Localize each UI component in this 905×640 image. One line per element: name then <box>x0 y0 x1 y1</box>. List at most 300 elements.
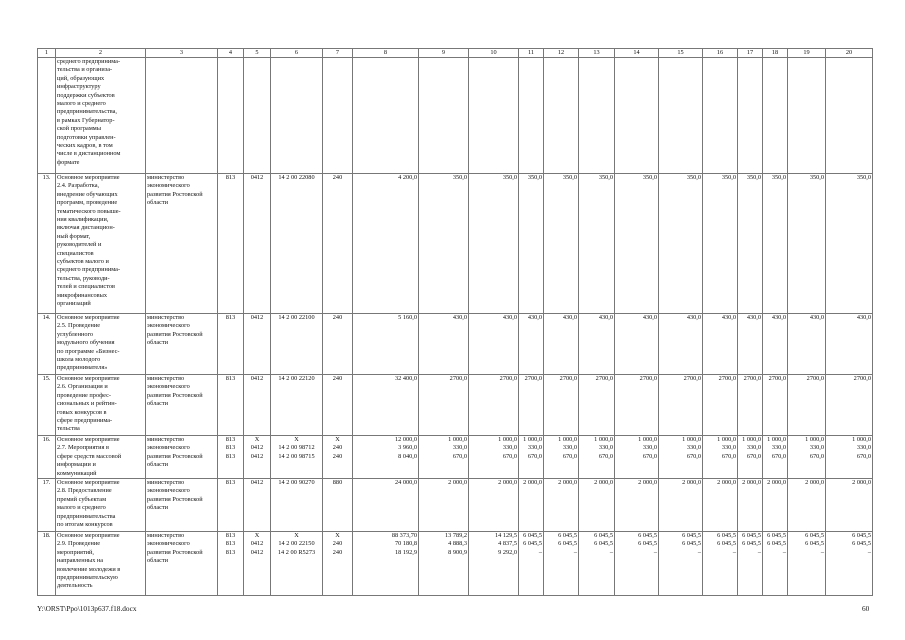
value-line: 0412 <box>250 452 264 460</box>
header-cell: 6 <box>271 49 323 58</box>
value-line: X <box>254 532 260 540</box>
value-cell <box>763 436 788 479</box>
value-cell <box>519 174 544 314</box>
value-line: 13 789,2 <box>444 532 467 540</box>
value-cell <box>659 436 703 479</box>
value-cell <box>579 479 615 532</box>
value-line: 0412 <box>250 174 264 181</box>
value-line: 2700,0 <box>499 375 517 382</box>
value-cell <box>218 174 244 314</box>
executor <box>146 58 218 174</box>
value-cell <box>788 479 826 532</box>
value-line: 670,0 <box>856 452 871 460</box>
row-number: 16. <box>38 436 56 479</box>
value-cell <box>763 58 788 174</box>
value-line: 350,0 <box>856 174 871 181</box>
header-row <box>38 49 873 58</box>
row-number: 17. <box>38 479 56 532</box>
value-cell <box>353 375 419 436</box>
value-cell <box>419 532 469 596</box>
value-line: 5 160,0 <box>398 314 417 321</box>
header-cell: 7 <box>323 49 353 58</box>
value-cell <box>579 532 615 596</box>
value-line: 350,0 <box>527 174 542 181</box>
value-line: 2700,0 <box>595 375 613 382</box>
value-line: 350,0 <box>809 174 824 181</box>
value-cell <box>323 174 353 314</box>
value-line: 6 045,5 <box>717 532 736 540</box>
value-cell <box>519 436 544 479</box>
value-line: 330,0 <box>686 444 701 452</box>
value-line: 2 000,0 <box>682 479 701 487</box>
value-cell <box>738 314 763 375</box>
value-line: 330,0 <box>809 444 824 452</box>
value-cell <box>738 436 763 479</box>
header-cell: 18 <box>763 49 788 58</box>
value-cell <box>519 532 544 596</box>
value-line: 430,0 <box>642 314 657 321</box>
executor: министерство экономического развития Ростовской области <box>146 375 218 436</box>
value-line: 813 <box>225 548 236 556</box>
value-line: 1 000,0 <box>448 436 467 443</box>
value-cell <box>419 314 469 375</box>
value-line: 2700,0 <box>559 375 577 382</box>
value-line: 6 045,5 <box>852 532 871 540</box>
value-cell <box>544 314 579 375</box>
value-cell <box>519 375 544 436</box>
value-cell <box>738 479 763 532</box>
value-line: 6 045,5 <box>682 540 701 548</box>
value-line: 14 2 00 22080 <box>278 174 315 181</box>
value-line: 70 180,8 <box>394 540 417 548</box>
value-cell <box>469 479 519 532</box>
value-line: – <box>867 548 871 556</box>
value-line: 2700,0 <box>683 375 701 382</box>
value-cell <box>544 532 579 596</box>
value-cell <box>826 174 873 314</box>
value-line: 2700,0 <box>743 375 761 382</box>
value-cell <box>788 58 826 174</box>
value-cell <box>763 314 788 375</box>
value-line: 430,0 <box>527 314 542 321</box>
value-cell <box>544 375 579 436</box>
value-line: 350,0 <box>642 174 657 181</box>
value-line: 2 000,0 <box>498 479 517 487</box>
value-line: 6 045,5 <box>523 532 542 540</box>
value-line: 670,0 <box>686 452 701 460</box>
value-line: – <box>732 548 736 556</box>
value-line: 240 <box>332 452 343 460</box>
value-cell <box>244 436 271 479</box>
value-cell <box>323 314 353 375</box>
value-cell <box>615 479 659 532</box>
value-cell <box>353 174 419 314</box>
header-cell: 12 <box>544 49 579 58</box>
value-line: 330,0 <box>562 444 577 452</box>
value-line: 14 2 00 98715 <box>278 452 315 460</box>
value-line: 330,0 <box>746 444 761 452</box>
value-line: 4 200,0 <box>398 174 417 181</box>
value-cell <box>826 314 873 375</box>
value-cell <box>763 479 788 532</box>
value-line: 6 045,5 <box>742 540 761 548</box>
value-cell <box>323 58 353 174</box>
table-row <box>38 174 873 314</box>
value-line: 24 000,0 <box>394 479 417 487</box>
value-line: 240 <box>332 174 343 181</box>
value-line: 350,0 <box>598 174 613 181</box>
value-line: 1 000,0 <box>717 436 736 443</box>
event-name: Основное мероприятие 2.6. Организация и проведение профес- сиональных и рейтин- говых конкурсов в сфере предпринима- тельства <box>56 375 146 436</box>
value-cell <box>579 58 615 174</box>
value-line: 670,0 <box>721 452 736 460</box>
table-row <box>38 479 873 532</box>
value-cell <box>826 479 873 532</box>
value-cell <box>826 436 873 479</box>
value-line: 6 045,5 <box>523 540 542 548</box>
value-line: 2 000,0 <box>523 479 542 487</box>
value-line: – <box>653 548 657 556</box>
value-line: 670,0 <box>746 452 761 460</box>
value-line: – <box>757 548 761 556</box>
value-line: 1 000,0 <box>638 436 657 443</box>
header-cell: 10 <box>469 49 519 58</box>
header-cell: 8 <box>353 49 419 58</box>
value-line: 2 000,0 <box>742 479 761 487</box>
value-line: 18 192,9 <box>394 548 417 556</box>
value-line: 6 045,5 <box>594 532 613 540</box>
value-line: 330,0 <box>502 444 517 452</box>
header-cell: 17 <box>738 49 763 58</box>
value-cell <box>244 174 271 314</box>
table-row <box>38 58 873 174</box>
value-cell <box>218 436 244 479</box>
executor: министерство экономического развития Ростовской области <box>146 314 218 375</box>
value-line: 14 2 00 R5273 <box>277 548 316 556</box>
value-line: 330,0 <box>771 444 786 452</box>
value-line: 88 373,70 <box>391 532 417 540</box>
value-line: 8 040,0 <box>398 452 417 460</box>
value-cell <box>323 479 353 532</box>
value-line: 2 000,0 <box>594 479 613 487</box>
value-line: 670,0 <box>502 452 517 460</box>
value-line: 813 <box>225 444 236 452</box>
value-line: 350,0 <box>746 174 761 181</box>
value-cell <box>244 479 271 532</box>
value-line: 4 888,3 <box>448 540 467 548</box>
value-line: 6 045,5 <box>767 532 786 540</box>
value-cell <box>738 532 763 596</box>
value-cell <box>615 174 659 314</box>
value-cell <box>738 58 763 174</box>
event-name: Основное мероприятие 2.5. Проведение углубленного модульного обучения по программе «Бизнес- школа молодого предпринимателя» <box>56 314 146 375</box>
table-row <box>38 375 873 436</box>
value-cell <box>469 532 519 596</box>
value-line: 350,0 <box>771 174 786 181</box>
value-line: 3 960,0 <box>398 444 417 452</box>
value-line: 2 000,0 <box>852 479 871 487</box>
header-cell: 20 <box>826 49 873 58</box>
value-line: 2 000,0 <box>805 479 824 487</box>
header-cell: 14 <box>615 49 659 58</box>
value-line: 350,0 <box>452 174 467 181</box>
value-cell <box>271 314 323 375</box>
value-cell <box>519 314 544 375</box>
value-cell <box>469 314 519 375</box>
value-line: 6 045,5 <box>558 540 577 548</box>
value-cell <box>763 532 788 596</box>
value-cell <box>579 314 615 375</box>
value-line: 430,0 <box>856 314 871 321</box>
value-cell <box>826 375 873 436</box>
value-line: 14 2 00 98712 <box>278 444 315 452</box>
executor: министерство экономического развития Ростовской области <box>146 532 218 596</box>
row-number: 18. <box>38 532 56 596</box>
value-line: 330,0 <box>527 444 542 452</box>
value-line: 2700,0 <box>639 375 657 382</box>
value-cell <box>826 58 873 174</box>
value-line: 430,0 <box>502 314 517 321</box>
value-cell <box>659 174 703 314</box>
value-line: 330,0 <box>642 444 657 452</box>
value-cell <box>659 58 703 174</box>
value-cell <box>519 58 544 174</box>
value-line: 670,0 <box>771 452 786 460</box>
value-cell <box>544 174 579 314</box>
row-number <box>38 58 56 174</box>
value-line: 350,0 <box>502 174 517 181</box>
value-line: X <box>294 436 299 443</box>
value-cell <box>738 375 763 436</box>
value-cell <box>763 375 788 436</box>
table-row <box>38 532 873 596</box>
value-line: 430,0 <box>452 314 467 321</box>
value-line: 430,0 <box>686 314 701 321</box>
value-cell <box>323 532 353 596</box>
value-line: 6 045,5 <box>594 540 613 548</box>
value-cell <box>703 375 738 436</box>
value-line: 2700,0 <box>718 375 736 382</box>
value-cell <box>353 479 419 532</box>
value-cell <box>763 174 788 314</box>
value-line: 6 045,5 <box>805 540 824 548</box>
event-name: Основное мероприятие 2.4. Разработка, внедрение обучающих программ, проведение тематического повыше- ния квалификации, включая дистанцион- ный формат, руководителей и специалистов субъектов малого и среднего предпринима- тельства, руководи- телей и специалистов микрофинансовых организаций <box>56 174 146 314</box>
value-line: 14 129,5 <box>494 532 517 540</box>
value-line: X <box>294 532 299 540</box>
value-cell <box>218 314 244 375</box>
header-cell: 15 <box>659 49 703 58</box>
executor: министерство экономического развития Ростовской области <box>146 174 218 314</box>
value-line: 813 <box>225 174 236 181</box>
value-cell <box>469 174 519 314</box>
value-cell <box>323 436 353 479</box>
value-cell <box>659 375 703 436</box>
header-cell: 4 <box>218 49 244 58</box>
value-line: 6 045,5 <box>742 532 761 540</box>
value-cell <box>579 436 615 479</box>
value-line: 2 000,0 <box>638 479 657 487</box>
value-cell <box>271 375 323 436</box>
value-cell <box>703 479 738 532</box>
value-line: 670,0 <box>562 452 577 460</box>
value-line: 330,0 <box>856 444 871 452</box>
value-line: 6 045,5 <box>558 532 577 540</box>
value-cell <box>271 532 323 596</box>
value-line: 813 <box>225 452 236 460</box>
value-cell <box>544 479 579 532</box>
value-cell <box>519 479 544 532</box>
value-line: 670,0 <box>642 452 657 460</box>
header-cell: 1 <box>38 49 56 58</box>
value-line: 1 000,0 <box>742 436 761 443</box>
event-name: Основное мероприятие 2.9. Проведение мероприятий, направленных на вовлечение молодежи в предпринимательскую деятельность <box>56 532 146 596</box>
value-cell <box>788 375 826 436</box>
value-line: 430,0 <box>562 314 577 321</box>
value-cell <box>615 375 659 436</box>
value-cell <box>244 58 271 174</box>
value-line: 670,0 <box>527 452 542 460</box>
value-line: – <box>573 548 577 556</box>
value-line: 2 000,0 <box>767 479 786 487</box>
value-line: 1 000,0 <box>852 436 871 443</box>
value-line: 14 2 00 90270 <box>278 479 315 487</box>
value-cell <box>788 174 826 314</box>
value-line: 430,0 <box>771 314 786 321</box>
value-line: 32 400,0 <box>394 375 417 382</box>
value-line: 330,0 <box>452 444 467 452</box>
value-cell <box>271 479 323 532</box>
value-line: 2700,0 <box>806 375 824 382</box>
value-line: 2700,0 <box>768 375 786 382</box>
value-line: 9 292,0 <box>498 548 517 556</box>
value-cell <box>419 174 469 314</box>
value-cell <box>826 532 873 596</box>
value-cell <box>353 314 419 375</box>
value-line: 14 2 00 22100 <box>278 314 315 321</box>
event-name: среднего предпринима- тельства и организа- ций, образующих инфраструктуру поддержки субъектов малого и среднего предпринимательства, в рамках Губернатор- ской программы подготовки управлен- ческих кадров, в том числе в дистанционном формате <box>56 58 146 174</box>
value-cell <box>244 532 271 596</box>
value-line: 0412 <box>250 375 264 382</box>
value-cell <box>788 314 826 375</box>
value-cell <box>579 375 615 436</box>
value-cell <box>271 174 323 314</box>
value-line: 350,0 <box>562 174 577 181</box>
value-cell <box>323 375 353 436</box>
value-line: 2 000,0 <box>717 479 736 487</box>
value-line: 4 837,5 <box>498 540 517 548</box>
value-line: 430,0 <box>746 314 761 321</box>
value-cell <box>788 436 826 479</box>
value-cell <box>218 58 244 174</box>
value-line: 670,0 <box>598 452 613 460</box>
value-line: 2700,0 <box>524 375 542 382</box>
value-line: 6 045,5 <box>852 540 871 548</box>
value-line: 1 000,0 <box>594 436 613 443</box>
value-line: 240 <box>332 548 343 556</box>
value-line: 1 000,0 <box>498 436 517 443</box>
value-line: 813 <box>225 375 236 382</box>
header-cell: 19 <box>788 49 826 58</box>
value-line: 330,0 <box>598 444 613 452</box>
value-cell <box>353 58 419 174</box>
value-line: 813 <box>225 532 236 540</box>
value-cell <box>469 58 519 174</box>
value-cell <box>218 479 244 532</box>
value-line: 813 <box>225 314 236 321</box>
row-number: 15. <box>38 375 56 436</box>
header-cell: 13 <box>579 49 615 58</box>
event-name: Основное мероприятие 2.7. Мероприятия в сфере средств массовой информации и коммуникаций <box>56 436 146 479</box>
footer-page-number: 60 <box>862 604 870 613</box>
value-cell <box>659 314 703 375</box>
value-line: 0412 <box>250 540 264 548</box>
value-line: 1 000,0 <box>682 436 701 443</box>
value-cell <box>271 436 323 479</box>
value-cell <box>469 436 519 479</box>
value-cell <box>788 532 826 596</box>
value-cell <box>271 58 323 174</box>
value-line: X <box>254 436 260 443</box>
value-cell <box>419 58 469 174</box>
value-line: 6 045,5 <box>682 532 701 540</box>
value-line: X <box>335 436 340 443</box>
value-cell <box>579 174 615 314</box>
value-cell <box>544 58 579 174</box>
value-line: 0412 <box>250 444 264 452</box>
event-name: Основное мероприятие 2.8. Предоставление премий субъектам малого и среднего предпринимательства по итогам конкурсов <box>56 479 146 532</box>
value-cell <box>419 375 469 436</box>
value-line: 240 <box>332 444 343 452</box>
value-line: 14 2 00 22120 <box>278 375 315 382</box>
value-line: 6 045,5 <box>717 540 736 548</box>
value-line: 430,0 <box>721 314 736 321</box>
header-cell: 9 <box>419 49 469 58</box>
value-cell <box>615 532 659 596</box>
value-line: 0412 <box>250 479 264 487</box>
value-line: 6 045,5 <box>638 532 657 540</box>
value-line: 2700,0 <box>449 375 467 382</box>
value-cell <box>703 532 738 596</box>
value-line: 670,0 <box>809 452 824 460</box>
value-cell <box>615 58 659 174</box>
value-cell <box>218 375 244 436</box>
value-line: 240 <box>332 540 343 548</box>
value-line: 240 <box>332 314 343 321</box>
value-line: 14 2 00 22150 <box>278 540 315 548</box>
value-cell <box>469 375 519 436</box>
value-line: 350,0 <box>721 174 736 181</box>
value-line: 1 000,0 <box>558 436 577 443</box>
value-line: 240 <box>332 375 343 382</box>
value-cell <box>659 479 703 532</box>
value-line: 12 000,0 <box>394 436 417 443</box>
value-cell <box>244 314 271 375</box>
value-cell <box>703 314 738 375</box>
value-line: – <box>609 548 613 556</box>
value-cell <box>544 436 579 479</box>
value-line: 1 000,0 <box>523 436 542 443</box>
value-line: – <box>697 548 701 556</box>
footer-file-path: Y:\ORST\Ppo\1013p637.f18.docx <box>37 604 137 613</box>
value-line: 1 000,0 <box>805 436 824 443</box>
value-line: 813 <box>225 479 236 487</box>
value-line: 880 <box>332 479 343 487</box>
value-line: 330,0 <box>721 444 736 452</box>
value-line: 2700,0 <box>853 375 871 382</box>
value-line: 670,0 <box>452 452 467 460</box>
value-line: – <box>782 548 786 556</box>
value-line: 8 900,9 <box>448 548 467 556</box>
